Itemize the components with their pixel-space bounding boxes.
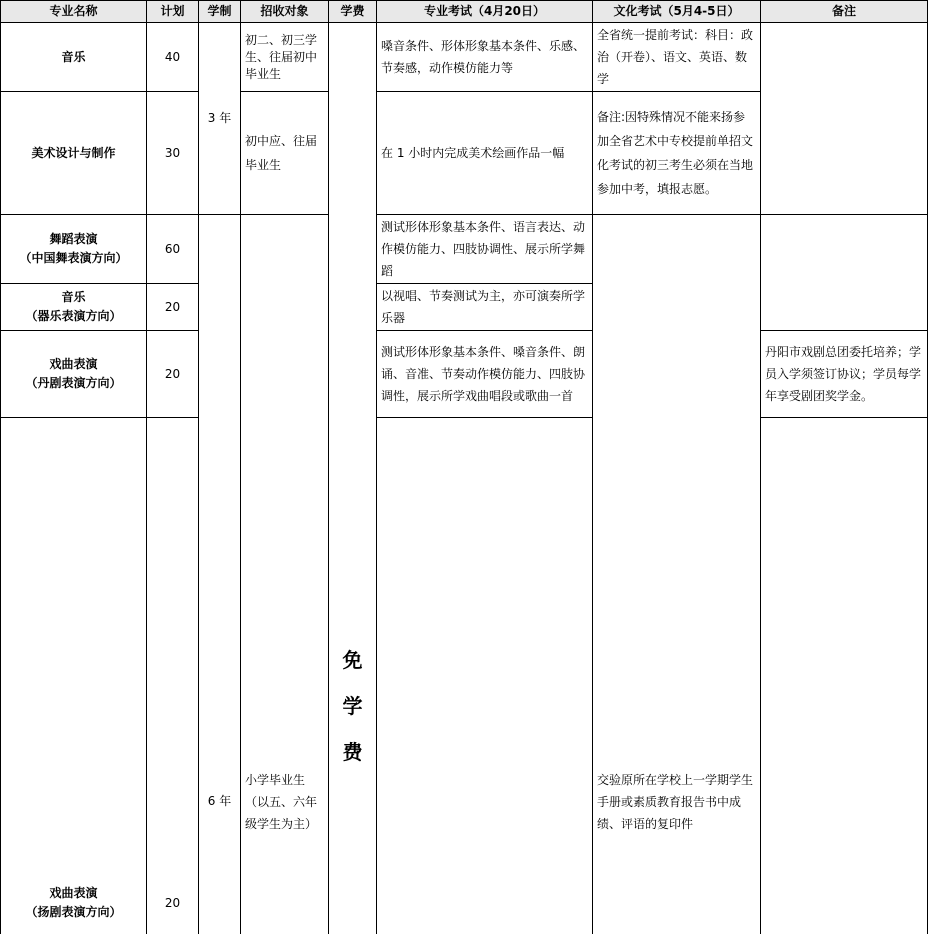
culture-cell: 交验原所在学校上一学期学生手册或素质教育报告书中成绩、评语的复印件 [593,215,761,934]
table-row [1,418,928,934]
plan-cell: 20 [147,418,199,934]
exam-cell: 以视唱、节奏测试为主，亦可演奏所学乐器 [377,284,593,331]
header-tuition: 学费 [329,1,377,23]
table-row [1,331,928,418]
duration-cell: 3 年 [199,23,241,215]
table-row [1,23,928,92]
plan-cell: 40 [147,23,199,92]
exam-cell: 测试形体形象基本条件、语言表达、动作模仿能力、四肢协调性、展示所学舞蹈 [377,215,593,284]
major-cell [1,284,147,331]
duration-cell-empty [377,418,593,934]
major-cell [1,92,147,215]
major-name: 戏曲表演 [5,884,142,903]
major-name: 美术设计与制作 [5,144,142,163]
major-name: 戏曲表演 [5,355,142,374]
major-cell [1,215,147,284]
remark-cell: 丹阳市戏剧总团委托培养；学员入学须签订协议；学员每学年享受剧团奖学金。 [761,331,928,418]
duration-cell: 6 年 [199,215,241,934]
major-subtitle: （中国舞表演方向） [5,249,142,268]
header-exam: 专业考试（4月20日） [377,1,593,23]
exam-cell: 在 1 小时内完成美术绘画作品一幅 [377,92,593,215]
major-subtitle: （扬剧表演方向） [5,903,142,922]
plan-cell: 30 [147,92,199,215]
major-name: 音乐 [5,48,142,67]
major-cell [1,418,147,934]
culture-cell: 全省统一提前考试：科目：政治（开卷）、语文、英语、数学 [593,23,761,92]
remark-cell [761,23,928,215]
remark-cell [761,215,928,331]
plan-cell: 60 [147,215,199,284]
major-name: 舞蹈表演 [5,230,142,249]
header-row [1,1,928,23]
tuition-cell [329,23,377,934]
header-duration: 学制 [199,1,241,23]
tuition-note: 免学费 [343,637,363,775]
plan-cell: 20 [147,284,199,331]
exam-cell: 嗓音条件、形体形象基本条件、乐感、节奏感，动作模仿能力等 [377,23,593,92]
exam-cell: 测试形体形象基本条件、嗓音条件、朗诵、音准、节奏动作模仿能力、四肢协调性，展示所学戏曲唱段或歌曲一首 [377,331,593,418]
table-row [1,215,928,284]
target-cell: 初二、初三学生、往届初中毕业生 [241,23,329,92]
header-remarks: 备注 [761,1,928,23]
culture-note-cell: 备注:因特殊情况不能来扬参加全省艺术中专校提前单招文化考试的初三考生必须在当地参加中考，填报志愿。 [593,92,761,215]
header-major: 专业名称 [1,1,147,23]
header-plan: 计划 [147,1,199,23]
major-subtitle: （丹剧表演方向） [5,374,142,393]
target-cell: 小学毕业生（以五、六年级学生为主） [241,215,329,934]
header-target: 招收对象 [241,1,329,23]
target-cell-empty [761,418,928,934]
major-cell [1,23,147,92]
major-subtitle: （器乐表演方向） [5,307,142,326]
plan-cell: 20 [147,331,199,418]
header-culture: 文化考试（5月4-5日） [593,1,761,23]
major-cell [1,331,147,418]
major-name: 音乐 [5,288,142,307]
target-cell: 初中应、往届毕业生 [241,92,329,215]
